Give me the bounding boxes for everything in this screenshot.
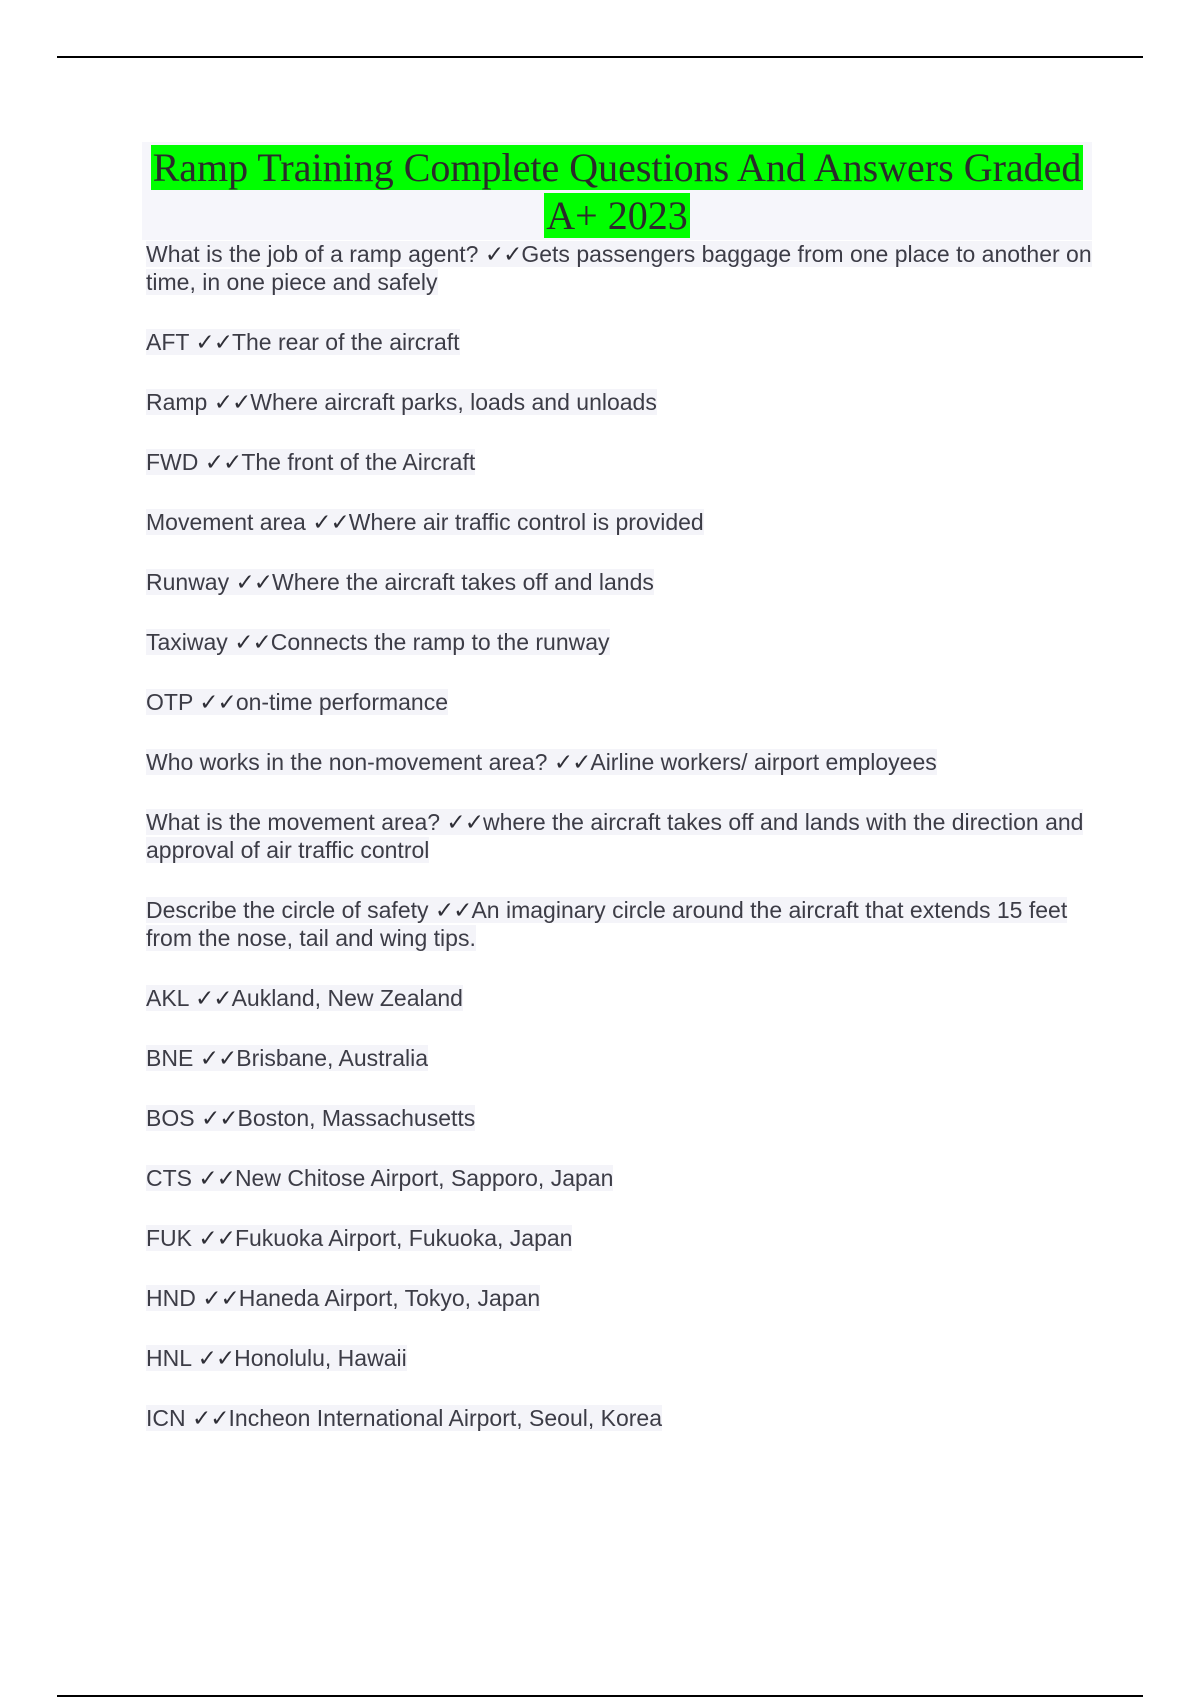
qa-item	[146, 896, 1096, 952]
qa-line	[146, 569, 654, 595]
qa-line	[146, 1285, 540, 1311]
qa-line	[146, 1165, 613, 1191]
qa-line	[146, 1105, 475, 1131]
qa-line	[146, 1405, 662, 1431]
qa-term: Taxiway	[146, 629, 235, 655]
qa-term: ICN	[146, 1405, 192, 1431]
title-line-2: A+ 2023	[546, 193, 688, 238]
qa-line	[146, 809, 1083, 863]
qa-answer: Incheon International Airport, Seoul, Korea	[228, 1405, 662, 1431]
title-line-1: Ramp Training Complete Questions And Answers Graded	[152, 145, 1082, 190]
double-check-icon: ✓✓	[197, 1345, 235, 1371]
qa-item	[146, 1284, 1096, 1312]
qa-item	[146, 388, 1096, 416]
qa-line	[146, 329, 460, 355]
qa-line	[146, 1045, 428, 1071]
qa-term: OTP	[146, 689, 200, 715]
qa-answer: The rear of the aircraft	[231, 329, 460, 355]
qa-item	[146, 808, 1096, 864]
double-check-icon: ✓✓	[202, 1285, 239, 1311]
double-check-icon: ✓✓	[204, 449, 242, 475]
qa-term: What is the job of a ramp agent?	[146, 241, 485, 267]
qa-item	[146, 1404, 1096, 1432]
double-check-icon: ✓✓	[553, 749, 591, 775]
qa-answer: on-time performance	[235, 689, 449, 715]
qa-term: HNL	[146, 1345, 198, 1371]
double-check-icon: ✓✓	[195, 329, 232, 355]
qa-item	[146, 448, 1096, 476]
qa-item	[146, 1164, 1096, 1192]
qa-item	[146, 628, 1096, 656]
double-check-icon: ✓✓	[195, 985, 232, 1011]
qa-line	[146, 689, 448, 715]
qa-answer: Where the aircraft takes off and lands	[272, 569, 654, 595]
qa-term: Who works in the non-movement area?	[146, 749, 554, 775]
qa-item	[146, 1224, 1096, 1252]
double-check-icon: ✓✓	[198, 1225, 235, 1251]
qa-item	[146, 748, 1096, 776]
qa-term: FWD	[146, 449, 205, 475]
qa-answer: Connects the ramp to the runway	[270, 629, 610, 655]
double-check-icon: ✓✓	[312, 509, 349, 535]
double-check-icon: ✓✓	[434, 897, 472, 923]
qa-answer: New Chitose Airport, Sapporo, Japan	[234, 1165, 614, 1191]
double-check-icon: ✓✓	[484, 241, 522, 267]
qa-answer: Honolulu, Hawaii	[234, 1345, 407, 1371]
qa-line	[146, 629, 610, 655]
qa-item	[146, 984, 1096, 1012]
qa-term: Movement area	[146, 509, 313, 535]
qa-term: Ramp	[146, 389, 214, 415]
double-check-icon: ✓✓	[235, 569, 273, 595]
double-check-icon: ✓✓	[234, 629, 271, 655]
qa-line	[146, 985, 463, 1011]
qa-item	[146, 1044, 1096, 1072]
qa-answer: Airline workers/ airport employees	[590, 749, 937, 775]
qa-item	[146, 568, 1096, 596]
bottom-rule	[57, 1695, 1143, 1697]
qa-line	[146, 389, 657, 415]
qa-term: Runway	[146, 569, 236, 595]
qa-item	[146, 1344, 1096, 1372]
qa-answer: The front of the Aircraft	[241, 449, 476, 475]
qa-line	[146, 1345, 407, 1371]
qa-line	[146, 241, 1092, 295]
qa-item	[146, 688, 1096, 716]
top-rule	[57, 56, 1143, 58]
qa-line	[146, 449, 475, 475]
qa-list	[146, 240, 1096, 1464]
double-check-icon: ✓✓	[446, 809, 483, 835]
qa-item	[146, 508, 1096, 536]
qa-term: HND	[146, 1285, 203, 1311]
qa-term: FUK	[146, 1225, 199, 1251]
qa-answer: where the aircraft takes off and lands with the direction and approval of air traffic control	[146, 809, 1084, 863]
qa-term: BOS	[146, 1105, 201, 1131]
qa-answer: Haneda Airport, Tokyo, Japan	[238, 1285, 541, 1311]
double-check-icon: ✓✓	[213, 389, 251, 415]
qa-term: Describe the circle of safety	[146, 897, 435, 923]
double-check-icon: ✓✓	[192, 1405, 229, 1431]
double-check-icon: ✓✓	[198, 1165, 235, 1191]
qa-line	[146, 509, 704, 535]
qa-answer: Aukland, New Zealand	[231, 985, 463, 1011]
qa-answer: Fukuoka Airport, Fukuoka, Japan	[234, 1225, 573, 1251]
double-check-icon: ✓✓	[199, 689, 236, 715]
qa-term: What is the movement area?	[146, 809, 447, 835]
qa-answer: Where aircraft parks, loads and unloads	[250, 389, 657, 415]
qa-term: AKL	[146, 985, 196, 1011]
qa-answer: Where air traffic control is provided	[348, 509, 704, 535]
qa-term: CTS	[146, 1165, 199, 1191]
qa-item	[146, 328, 1096, 356]
qa-answer: An imaginary circle around the aircraft that extends 15 feet from the nose, tail and wing tips.	[146, 897, 1068, 951]
qa-answer: Gets passengers baggage from one place to another on time, in one piece and safely	[146, 241, 1092, 295]
qa-line	[146, 1225, 572, 1251]
qa-line	[146, 749, 937, 775]
qa-term: BNE	[146, 1045, 200, 1071]
qa-item	[146, 1104, 1096, 1132]
qa-term: AFT	[146, 329, 196, 355]
document-title	[142, 142, 1092, 240]
qa-answer: Brisbane, Australia	[236, 1045, 429, 1071]
qa-item	[146, 240, 1096, 296]
qa-line	[146, 897, 1067, 951]
double-check-icon: ✓✓	[199, 1045, 237, 1071]
double-check-icon: ✓✓	[200, 1105, 238, 1131]
qa-answer: Boston, Massachusetts	[237, 1105, 476, 1131]
